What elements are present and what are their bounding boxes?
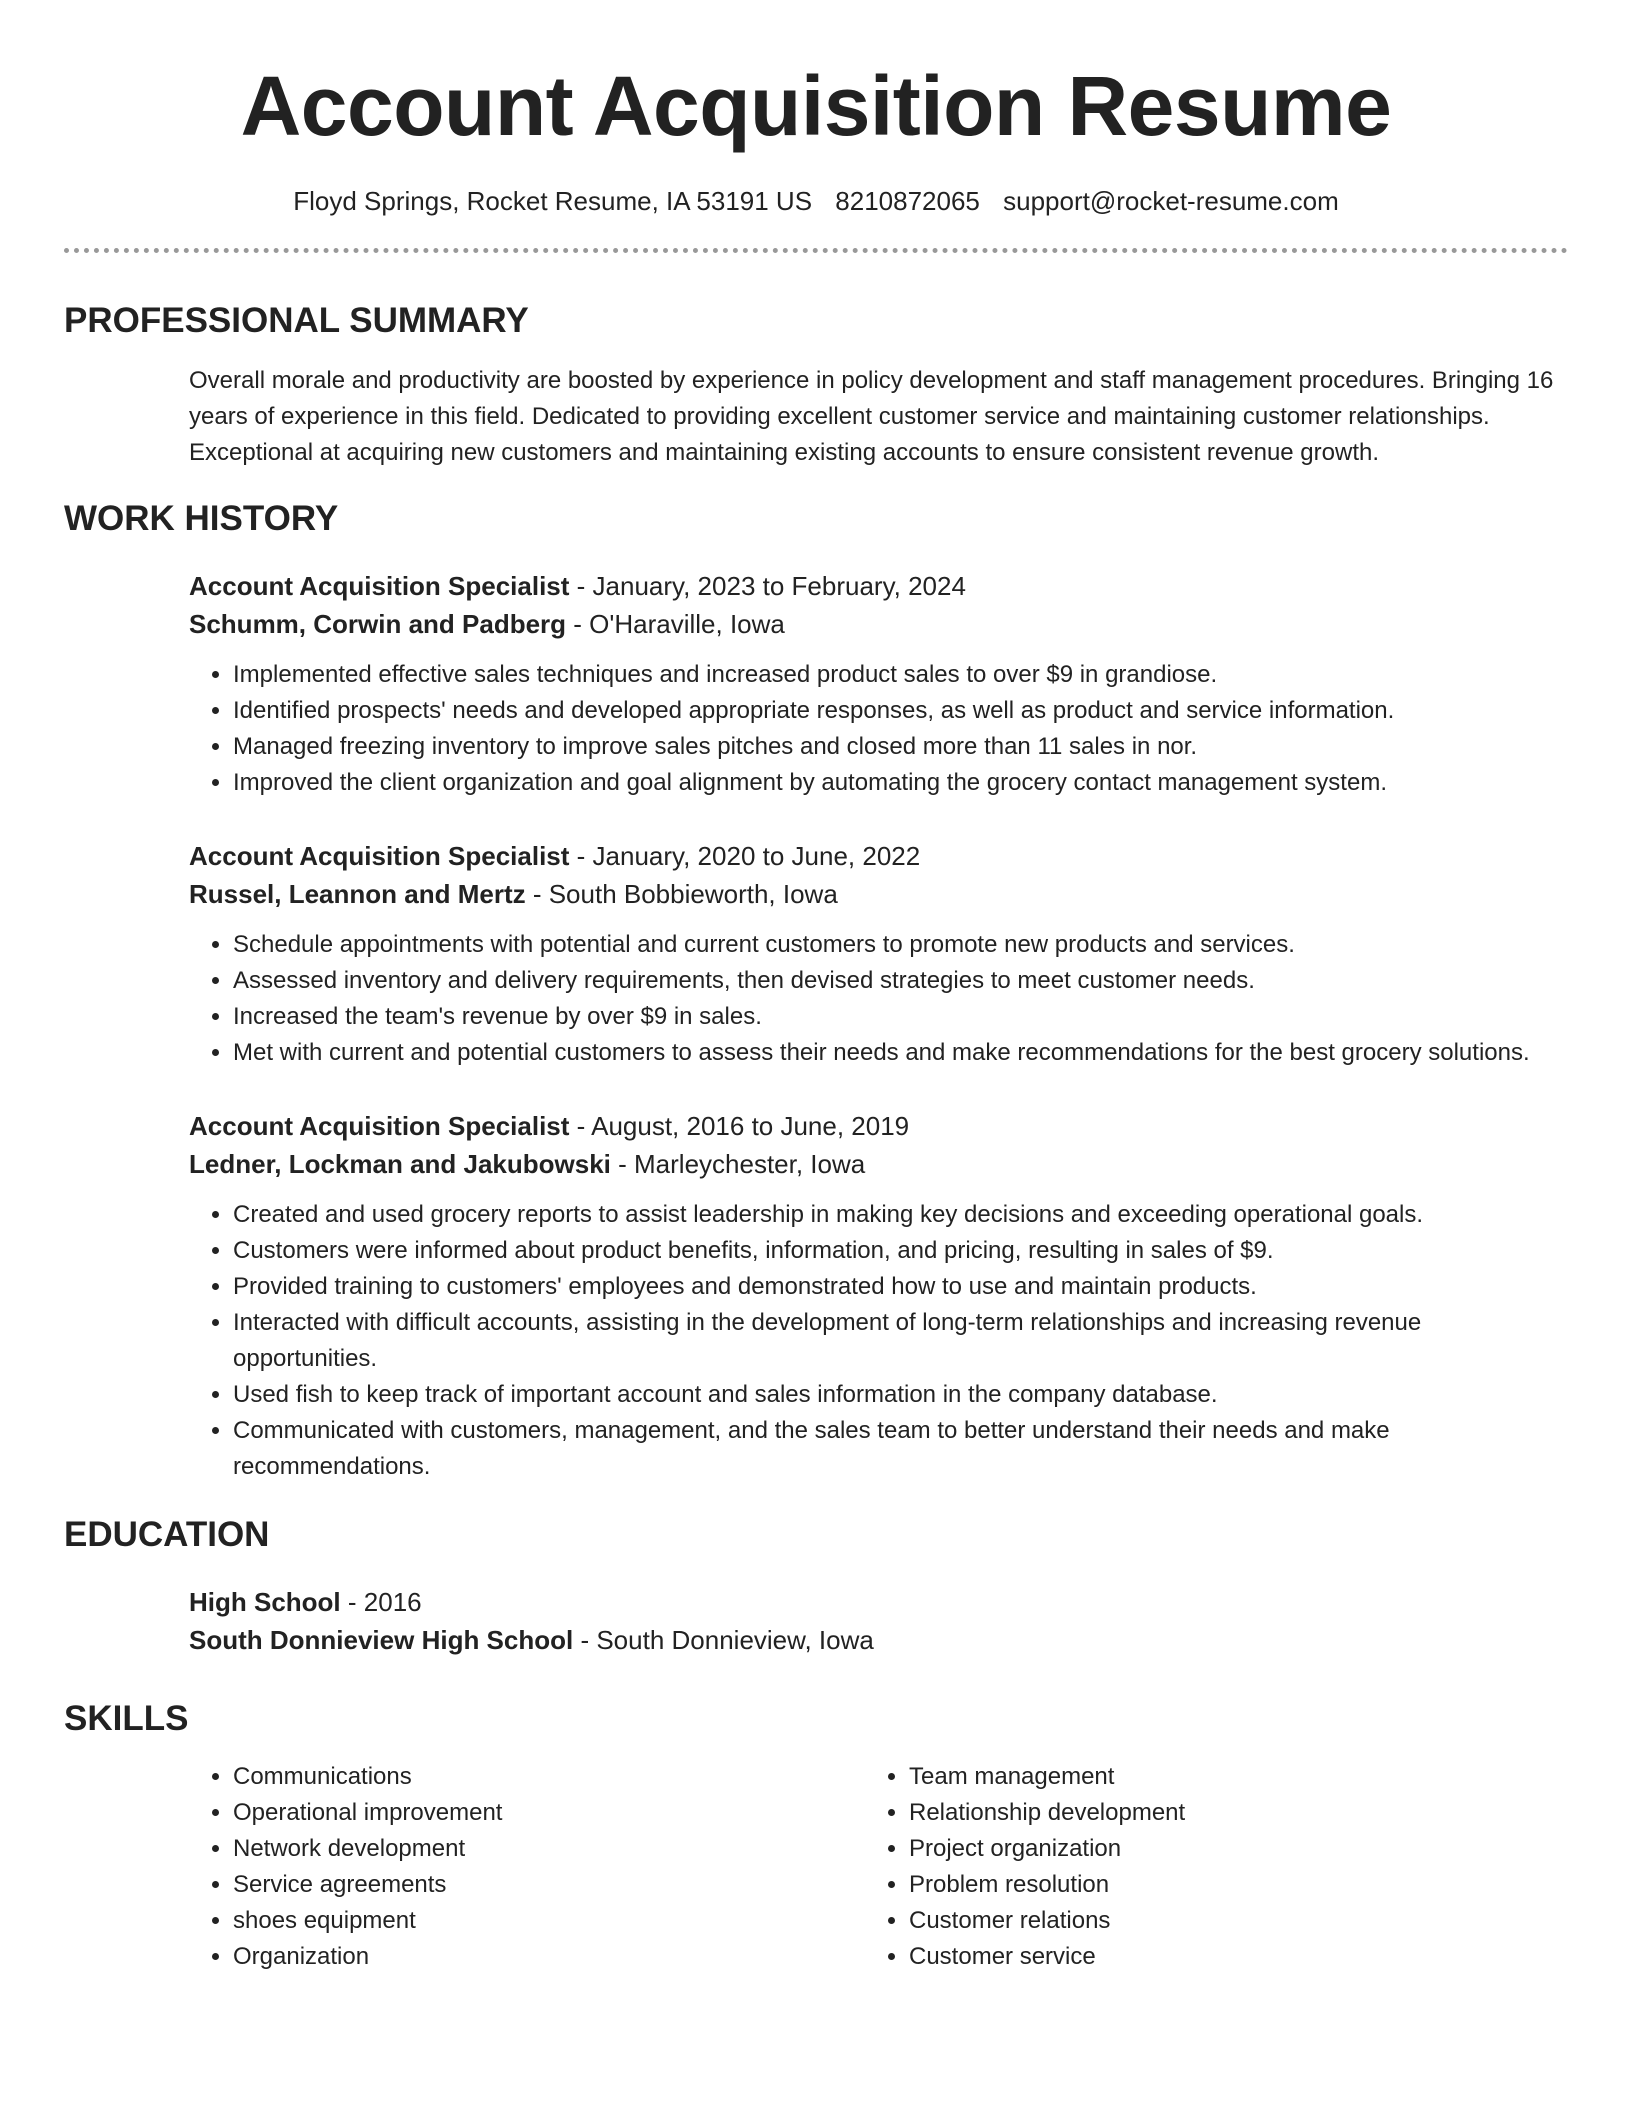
job-company-line <box>189 605 1568 643</box>
skill-item: • Relationship development <box>909 1795 1541 1831</box>
skill-item: • Service agreements <box>233 1867 865 1903</box>
job-company: Schumm, Corwin and Padberg <box>189 609 567 639</box>
job-company: Ledner, Lockman and Jakubowski <box>189 1149 611 1179</box>
work-history-body <box>189 567 1568 1485</box>
resume-title: Account Acquisition Resume <box>240 59 1392 153</box>
skill-item: • Project organization <box>909 1831 1541 1867</box>
contact-email: support@rocket-resume.com <box>1003 186 1339 216</box>
skill-item: • Problem resolution <box>909 1867 1541 1903</box>
job-title-line <box>189 1107 1568 1145</box>
skill-item: • Team management <box>909 1759 1541 1795</box>
education-school-line <box>189 1621 1568 1659</box>
education-section <box>64 1513 1568 1659</box>
job-bullet: • Used fish to keep track of important account and sales information in the company database. <box>233 1377 1568 1413</box>
job-bullet: • Identified prospects' needs and developed appropriate responses, as well as product and service information. <box>233 693 1568 729</box>
skills-section <box>64 1697 1568 1975</box>
section-heading-summary: PROFESSIONAL SUMMARY <box>64 301 529 340</box>
job-bullet: • Implemented effective sales techniques and increased product sales to over $9 in grandiose. <box>233 657 1568 693</box>
job-location: - Marleychester, Iowa <box>610 1149 866 1179</box>
summary-text: Overall morale and productivity are boosted by experience in policy development and staff management procedures. Bringing 16 years of experience in this field. Dedicated to providing excellent customer service and maintaining customer relationships. Exceptional at acquiring new customers and maintaining existing accounts to ensure consistent revenue growth. <box>189 367 1554 466</box>
professional-summary-section <box>64 299 1568 471</box>
skills-column-left <box>189 1759 865 1975</box>
section-heading-skills: SKILLS <box>64 1699 189 1738</box>
job-company: Russel, Leannon and Mertz <box>189 879 526 909</box>
job-bullet: • Provided training to customers' employees and demonstrated how to use and maintain products. <box>233 1269 1568 1305</box>
section-heading-work-history: WORK HISTORY <box>64 499 339 538</box>
skill-item: • Customer relations <box>909 1903 1541 1939</box>
section-heading-education: EDUCATION <box>64 1515 270 1554</box>
job-company-line <box>189 875 1568 913</box>
job-bullets <box>189 1197 1568 1485</box>
skills-list-right <box>865 1759 1541 1975</box>
skill-item: • shoes equipment <box>233 1903 865 1939</box>
job-location: - South Bobbieworth, Iowa <box>525 879 838 909</box>
work-history-section <box>64 497 1568 1485</box>
job-bullets <box>189 657 1568 801</box>
summary-body <box>189 363 1568 471</box>
skill-item: • Customer service <box>909 1939 1541 1975</box>
contact-phone: 8210872065 <box>835 186 980 216</box>
education-location: - South Donnieview, Iowa <box>573 1625 874 1655</box>
skill-item: • Organization <box>233 1939 865 1975</box>
job-dates: - August, 2016 to June, 2019 <box>569 1111 910 1141</box>
contact-address: Floyd Springs, Rocket Resume, IA 53191 US <box>293 186 813 216</box>
education-year: - 2016 <box>340 1587 422 1617</box>
job-company-line <box>189 1145 1568 1183</box>
job-bullet: • Created and used grocery reports to assist leadership in making key decisions and exceeding operational goals. <box>233 1197 1568 1233</box>
job-bullet: • Schedule appointments with potential and current customers to promote new products and services. <box>233 927 1568 963</box>
job-title: Account Acquisition Specialist <box>189 571 570 601</box>
job-bullet: • Met with current and potential customers to assess their needs and make recommendations for the best grocery solutions. <box>233 1035 1568 1071</box>
skill-item: • Operational improvement <box>233 1795 865 1831</box>
skill-item: • Network development <box>233 1831 865 1867</box>
education-degree: High School <box>189 1587 341 1617</box>
job-entry <box>189 1107 1568 1485</box>
job-bullet: • Assessed inventory and delivery requirements, then devised strategies to meet customer needs. <box>233 963 1568 999</box>
skill-item: • Communications <box>233 1759 865 1795</box>
header-divider <box>64 248 1568 253</box>
education-school: South Donnieview High School <box>189 1625 574 1655</box>
job-bullet: • Managed freezing inventory to improve sales pitches and closed more than 11 sales in nor. <box>233 729 1568 765</box>
education-degree-line <box>189 1583 1568 1621</box>
job-bullet: • Interacted with difficult accounts, assisting in the development of long-term relationships and increasing revenue opportunities. <box>233 1305 1568 1377</box>
job-dates: - January, 2020 to June, 2022 <box>569 841 921 871</box>
job-title: Account Acquisition Specialist <box>189 841 570 871</box>
job-bullet: • Increased the team's revenue by over $9 in sales. <box>233 999 1568 1035</box>
job-title-line <box>189 837 1568 875</box>
job-title: Account Acquisition Specialist <box>189 1111 570 1141</box>
job-entry <box>189 837 1568 1071</box>
skills-grid <box>189 1759 1568 1975</box>
job-bullet: • Communicated with customers, management, and the sales team to better understand their needs and make recommendations. <box>233 1413 1568 1485</box>
job-entry <box>189 567 1568 801</box>
contact-info <box>64 184 1568 218</box>
skills-column-right <box>865 1759 1541 1975</box>
job-bullet: • Improved the client organization and goal alignment by automating the grocery contact management system. <box>233 765 1568 801</box>
job-bullet: • Customers were informed about product benefits, information, and pricing, resulting in sales of $9. <box>233 1233 1568 1269</box>
job-bullets <box>189 927 1568 1071</box>
job-dates: - January, 2023 to February, 2024 <box>569 571 966 601</box>
skills-list-left <box>189 1759 865 1975</box>
job-location: - O'Haraville, Iowa <box>566 609 785 639</box>
job-title-line <box>189 567 1568 605</box>
education-entry <box>189 1583 1568 1659</box>
